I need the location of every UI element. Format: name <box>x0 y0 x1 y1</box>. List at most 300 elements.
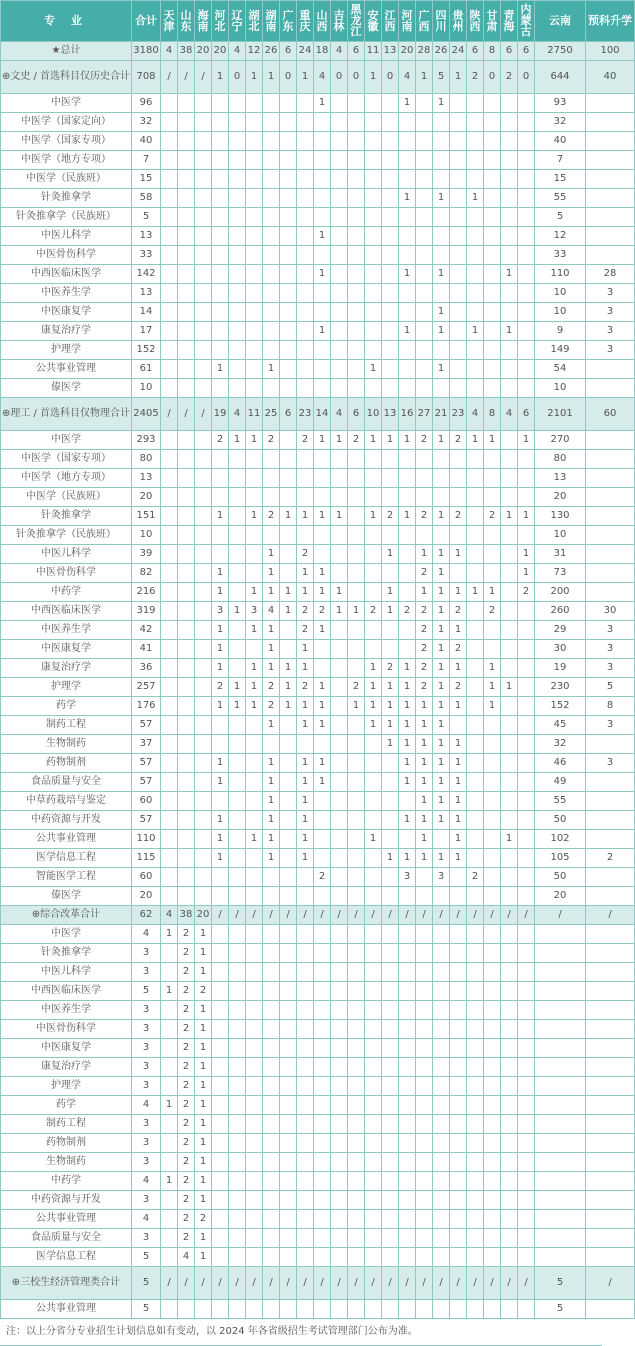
table-cell <box>501 189 518 208</box>
table-cell: / <box>314 906 331 925</box>
table-cell: / <box>229 1267 246 1300</box>
table-cell <box>586 208 635 227</box>
table-cell <box>433 113 450 132</box>
table-cell <box>263 488 280 507</box>
table-cell: 15 <box>132 170 161 189</box>
table-cell <box>161 151 178 170</box>
table-cell: 1 <box>229 602 246 621</box>
table-cell: 10 <box>365 398 382 431</box>
table-cell <box>348 925 365 944</box>
table-cell: / <box>314 1267 331 1300</box>
table-cell <box>501 1248 518 1267</box>
table-cell <box>586 1058 635 1077</box>
table-cell: 73 <box>535 564 586 583</box>
table-cell <box>263 925 280 944</box>
table-cell: 2 <box>178 1001 195 1020</box>
table-cell: 4 <box>132 1210 161 1229</box>
table-cell <box>212 1020 229 1039</box>
table-cell <box>331 94 348 113</box>
table-cell: 1 <box>195 944 212 963</box>
table-cell <box>314 208 331 227</box>
table-cell <box>280 716 297 735</box>
table-row <box>1 113 635 132</box>
table-cell: 1 <box>263 545 280 564</box>
table-cell <box>229 545 246 564</box>
table-cell <box>433 1058 450 1077</box>
table-cell <box>297 360 314 379</box>
table-cell <box>450 189 467 208</box>
table-cell: 3 <box>132 1001 161 1020</box>
table-cell <box>280 379 297 398</box>
table-cell <box>518 849 535 868</box>
table-cell <box>348 246 365 265</box>
table-cell <box>433 1172 450 1191</box>
table-cell <box>416 1039 433 1058</box>
table-cell <box>416 982 433 1001</box>
table-cell <box>416 488 433 507</box>
table-cell: 1 <box>314 678 331 697</box>
table-cell: 5 <box>535 208 586 227</box>
table-cell: / <box>348 1267 365 1300</box>
table-cell <box>450 1058 467 1077</box>
table-cell <box>365 1210 382 1229</box>
table-cell: 26 <box>263 42 280 61</box>
table-cell <box>535 1191 586 1210</box>
table-cell: 1 <box>433 773 450 792</box>
table-cell <box>314 1134 331 1153</box>
table-cell <box>586 450 635 469</box>
table-cell: 2 <box>178 1210 195 1229</box>
table-cell <box>195 170 212 189</box>
table-cell <box>518 488 535 507</box>
table-cell <box>314 1229 331 1248</box>
table-cell: 1 <box>246 583 263 602</box>
table-row <box>1 678 635 697</box>
table-cell <box>501 1172 518 1191</box>
table-cell <box>518 1115 535 1134</box>
table-cell <box>246 488 263 507</box>
table-cell <box>280 246 297 265</box>
table-cell: 1 <box>382 545 399 564</box>
table-cell <box>501 431 518 450</box>
table-cell <box>501 1229 518 1248</box>
table-cell: 1 <box>433 621 450 640</box>
table-cell: 2 <box>263 431 280 450</box>
table-cell: 1 <box>399 697 416 716</box>
table-cell <box>212 469 229 488</box>
table-cell <box>195 469 212 488</box>
table-cell: 2 <box>467 868 484 887</box>
table-cell: 3180 <box>132 42 161 61</box>
table-cell <box>161 697 178 716</box>
table-cell <box>161 189 178 208</box>
table-cell <box>467 246 484 265</box>
table-cell <box>263 1020 280 1039</box>
table-cell <box>212 132 229 151</box>
table-cell <box>382 1210 399 1229</box>
table-cell: 1 <box>331 507 348 526</box>
table-row <box>1 887 635 906</box>
table-row <box>1 849 635 868</box>
table-cell <box>280 469 297 488</box>
table-cell <box>501 640 518 659</box>
row-label: 公共事业管理 <box>1 360 132 379</box>
table-cell <box>382 868 399 887</box>
table-cell <box>501 982 518 1001</box>
table-cell: 2 <box>450 507 467 526</box>
table-cell: 2 <box>382 507 399 526</box>
table-cell <box>297 227 314 246</box>
table-cell <box>212 246 229 265</box>
table-cell <box>467 659 484 678</box>
table-cell <box>484 1096 501 1115</box>
table-cell <box>195 583 212 602</box>
table-cell <box>382 360 399 379</box>
table-cell <box>467 925 484 944</box>
table-cell <box>484 792 501 811</box>
table-cell <box>501 564 518 583</box>
table-cell <box>484 1248 501 1267</box>
table-cell: / <box>382 1267 399 1300</box>
table-cell: 30 <box>586 602 635 621</box>
table-cell <box>365 944 382 963</box>
header-column: 吉 林 <box>331 1 348 42</box>
table-cell: 2 <box>314 868 331 887</box>
table-cell: 1 <box>263 360 280 379</box>
table-cell: 55 <box>535 189 586 208</box>
table-cell: 2 <box>178 1058 195 1077</box>
table-cell <box>178 469 195 488</box>
table-row <box>1 431 635 450</box>
table-cell <box>280 208 297 227</box>
table-cell <box>365 322 382 341</box>
table-cell <box>535 1210 586 1229</box>
table-cell <box>246 1058 263 1077</box>
table-cell <box>399 170 416 189</box>
table-cell <box>467 811 484 830</box>
table-cell <box>484 208 501 227</box>
table-cell <box>161 132 178 151</box>
table-cell <box>314 1191 331 1210</box>
table-cell <box>348 564 365 583</box>
table-cell <box>416 208 433 227</box>
header-column: 河 南 <box>399 1 416 42</box>
table-row <box>1 545 635 564</box>
table-row <box>1 469 635 488</box>
table-cell <box>229 944 246 963</box>
table-cell <box>314 113 331 132</box>
table-cell <box>229 792 246 811</box>
table-cell: 11 <box>246 398 263 431</box>
table-cell: 110 <box>535 265 586 284</box>
table-cell: / <box>161 61 178 94</box>
table-cell: 57 <box>132 754 161 773</box>
table-cell: 2 <box>467 61 484 94</box>
table-cell <box>229 450 246 469</box>
row-label: 公共事业管理 <box>1 830 132 849</box>
table-cell <box>382 322 399 341</box>
table-cell <box>195 849 212 868</box>
table-cell: 3 <box>586 341 635 360</box>
table-cell <box>314 1058 331 1077</box>
table-cell <box>331 151 348 170</box>
table-cell <box>586 526 635 545</box>
table-cell: 1 <box>450 830 467 849</box>
table-cell: 2 <box>178 1020 195 1039</box>
table-cell: 1 <box>433 564 450 583</box>
table-cell: 32 <box>535 735 586 754</box>
table-cell: 1 <box>433 849 450 868</box>
table-cell: 10 <box>535 526 586 545</box>
table-cell: / <box>246 906 263 925</box>
table-cell: 6 <box>348 398 365 431</box>
table-cell <box>246 132 263 151</box>
table-cell <box>484 1300 501 1319</box>
table-cell: 1 <box>314 716 331 735</box>
table-cell: 1 <box>484 678 501 697</box>
table-cell: 24 <box>297 42 314 61</box>
table-cell: 20 <box>535 488 586 507</box>
table-cell <box>229 322 246 341</box>
table-cell: 1 <box>263 640 280 659</box>
table-cell <box>195 545 212 564</box>
table-cell <box>161 507 178 526</box>
table-cell <box>501 246 518 265</box>
row-label: 制药工程 <box>1 716 132 735</box>
table-cell <box>382 1300 399 1319</box>
table-cell: 1 <box>450 545 467 564</box>
table-cell <box>450 1134 467 1153</box>
table-cell: 1 <box>263 830 280 849</box>
table-cell <box>280 925 297 944</box>
table-cell: 50 <box>535 811 586 830</box>
table-cell <box>518 1039 535 1058</box>
table-cell <box>518 716 535 735</box>
table-cell <box>433 284 450 303</box>
table-cell: 1 <box>416 830 433 849</box>
table-row <box>1 963 635 982</box>
table-cell <box>297 1191 314 1210</box>
table-cell <box>246 246 263 265</box>
table-cell: 1 <box>246 621 263 640</box>
table-cell: 1 <box>314 697 331 716</box>
table-cell <box>399 1001 416 1020</box>
table-cell <box>586 189 635 208</box>
table-cell <box>297 450 314 469</box>
table-cell <box>161 450 178 469</box>
table-cell: 55 <box>535 792 586 811</box>
table-cell: 1 <box>450 61 467 94</box>
table-cell: 1 <box>280 697 297 716</box>
table-cell <box>518 303 535 322</box>
table-cell <box>331 849 348 868</box>
table-cell: 5 <box>132 982 161 1001</box>
table-cell <box>416 113 433 132</box>
table-cell <box>331 1115 348 1134</box>
table-cell: 3 <box>132 1039 161 1058</box>
table-cell <box>416 1229 433 1248</box>
table-cell <box>365 754 382 773</box>
table-cell <box>348 1300 365 1319</box>
table-cell <box>229 170 246 189</box>
table-cell: 1 <box>263 849 280 868</box>
table-cell <box>161 944 178 963</box>
table-cell <box>331 1172 348 1191</box>
table-cell <box>501 132 518 151</box>
table-cell <box>433 944 450 963</box>
table-cell <box>450 94 467 113</box>
table-cell <box>178 132 195 151</box>
table-cell <box>450 1115 467 1134</box>
table-cell <box>246 868 263 887</box>
table-cell: / <box>280 906 297 925</box>
table-cell <box>195 507 212 526</box>
table-cell <box>280 640 297 659</box>
table-cell: / <box>195 61 212 94</box>
table-cell <box>365 1077 382 1096</box>
table-cell <box>382 1153 399 1172</box>
table-row <box>1 379 635 398</box>
table-cell <box>195 265 212 284</box>
table-cell <box>331 303 348 322</box>
table-cell <box>586 1134 635 1153</box>
row-label: 中医学（国家专项） <box>1 132 132 151</box>
header-column: 贵 州 <box>450 1 467 42</box>
table-cell <box>399 1191 416 1210</box>
table-cell <box>467 1039 484 1058</box>
table-cell <box>484 1115 501 1134</box>
table-cell <box>586 379 635 398</box>
table-cell <box>297 151 314 170</box>
table-cell <box>518 792 535 811</box>
table-cell: 4 <box>132 1096 161 1115</box>
table-cell <box>229 1191 246 1210</box>
table-cell <box>501 716 518 735</box>
table-cell <box>297 1229 314 1248</box>
table-cell <box>280 431 297 450</box>
table-cell <box>246 716 263 735</box>
table-cell: 3 <box>132 1229 161 1248</box>
table-cell <box>518 170 535 189</box>
table-cell: 1 <box>433 735 450 754</box>
table-cell <box>365 469 382 488</box>
table-cell <box>263 379 280 398</box>
table-cell <box>450 488 467 507</box>
table-cell <box>161 379 178 398</box>
table-cell <box>586 1096 635 1115</box>
table-cell <box>263 113 280 132</box>
table-cell <box>331 887 348 906</box>
row-label: 中医康复学 <box>1 640 132 659</box>
table-cell: 1 <box>195 1020 212 1039</box>
table-cell: 36 <box>132 659 161 678</box>
table-cell <box>433 982 450 1001</box>
table-cell: 0 <box>348 61 365 94</box>
row-label: 护理学 <box>1 341 132 360</box>
table-cell <box>467 716 484 735</box>
table-cell: 1 <box>297 583 314 602</box>
header-column: 内 蒙 古 <box>518 1 535 42</box>
table-cell: 1 <box>212 621 229 640</box>
table-cell: 1 <box>365 830 382 849</box>
table-cell: 2 <box>484 507 501 526</box>
table-cell: / <box>450 1267 467 1300</box>
table-cell: 4 <box>399 61 416 94</box>
table-cell: 54 <box>535 360 586 379</box>
table-cell <box>501 341 518 360</box>
table-cell: 6 <box>467 42 484 61</box>
table-cell <box>161 170 178 189</box>
table-cell: 2 <box>484 602 501 621</box>
table-cell <box>399 982 416 1001</box>
table-cell <box>535 1172 586 1191</box>
table-cell <box>450 132 467 151</box>
table-cell <box>246 963 263 982</box>
table-cell <box>484 849 501 868</box>
table-cell <box>416 94 433 113</box>
table-cell <box>365 1172 382 1191</box>
row-label: 中药学 <box>1 583 132 602</box>
table-cell <box>518 1134 535 1153</box>
table-cell <box>382 830 399 849</box>
table-cell <box>382 1077 399 1096</box>
table-cell: 1 <box>416 754 433 773</box>
table-cell: 1 <box>416 811 433 830</box>
table-cell <box>501 754 518 773</box>
header-column: 预科升学 <box>586 1 635 42</box>
table-cell: 1 <box>263 792 280 811</box>
table-cell: 319 <box>132 602 161 621</box>
table-cell <box>518 887 535 906</box>
table-cell <box>484 341 501 360</box>
table-cell <box>212 265 229 284</box>
table-cell <box>212 1210 229 1229</box>
table-cell <box>382 887 399 906</box>
table-cell: 1 <box>280 678 297 697</box>
table-cell <box>586 1300 635 1319</box>
table-cell: 32 <box>535 113 586 132</box>
table-cell <box>246 1134 263 1153</box>
table-cell: 4 <box>467 398 484 431</box>
table-cell: 2 <box>297 431 314 450</box>
table-cell: 13 <box>535 469 586 488</box>
table-cell <box>365 621 382 640</box>
table-row <box>1 1001 635 1020</box>
table-cell <box>433 1001 450 1020</box>
table-cell: 13 <box>132 469 161 488</box>
row-label: 中医学 <box>1 925 132 944</box>
table-row <box>1 360 635 379</box>
table-cell <box>178 488 195 507</box>
table-cell <box>365 132 382 151</box>
table-cell <box>518 469 535 488</box>
table-cell <box>433 1153 450 1172</box>
table-cell <box>467 208 484 227</box>
table-cell: 13 <box>382 398 399 431</box>
table-cell <box>263 735 280 754</box>
table-cell: 16 <box>399 398 416 431</box>
table-cell <box>161 659 178 678</box>
table-cell <box>246 811 263 830</box>
table-cell <box>280 189 297 208</box>
table-cell <box>331 526 348 545</box>
table-cell: 60 <box>132 868 161 887</box>
table-row <box>1 1058 635 1077</box>
header-major: 专 业 <box>1 1 132 42</box>
table-cell <box>331 360 348 379</box>
table-cell: 1 <box>212 849 229 868</box>
table-cell <box>314 284 331 303</box>
